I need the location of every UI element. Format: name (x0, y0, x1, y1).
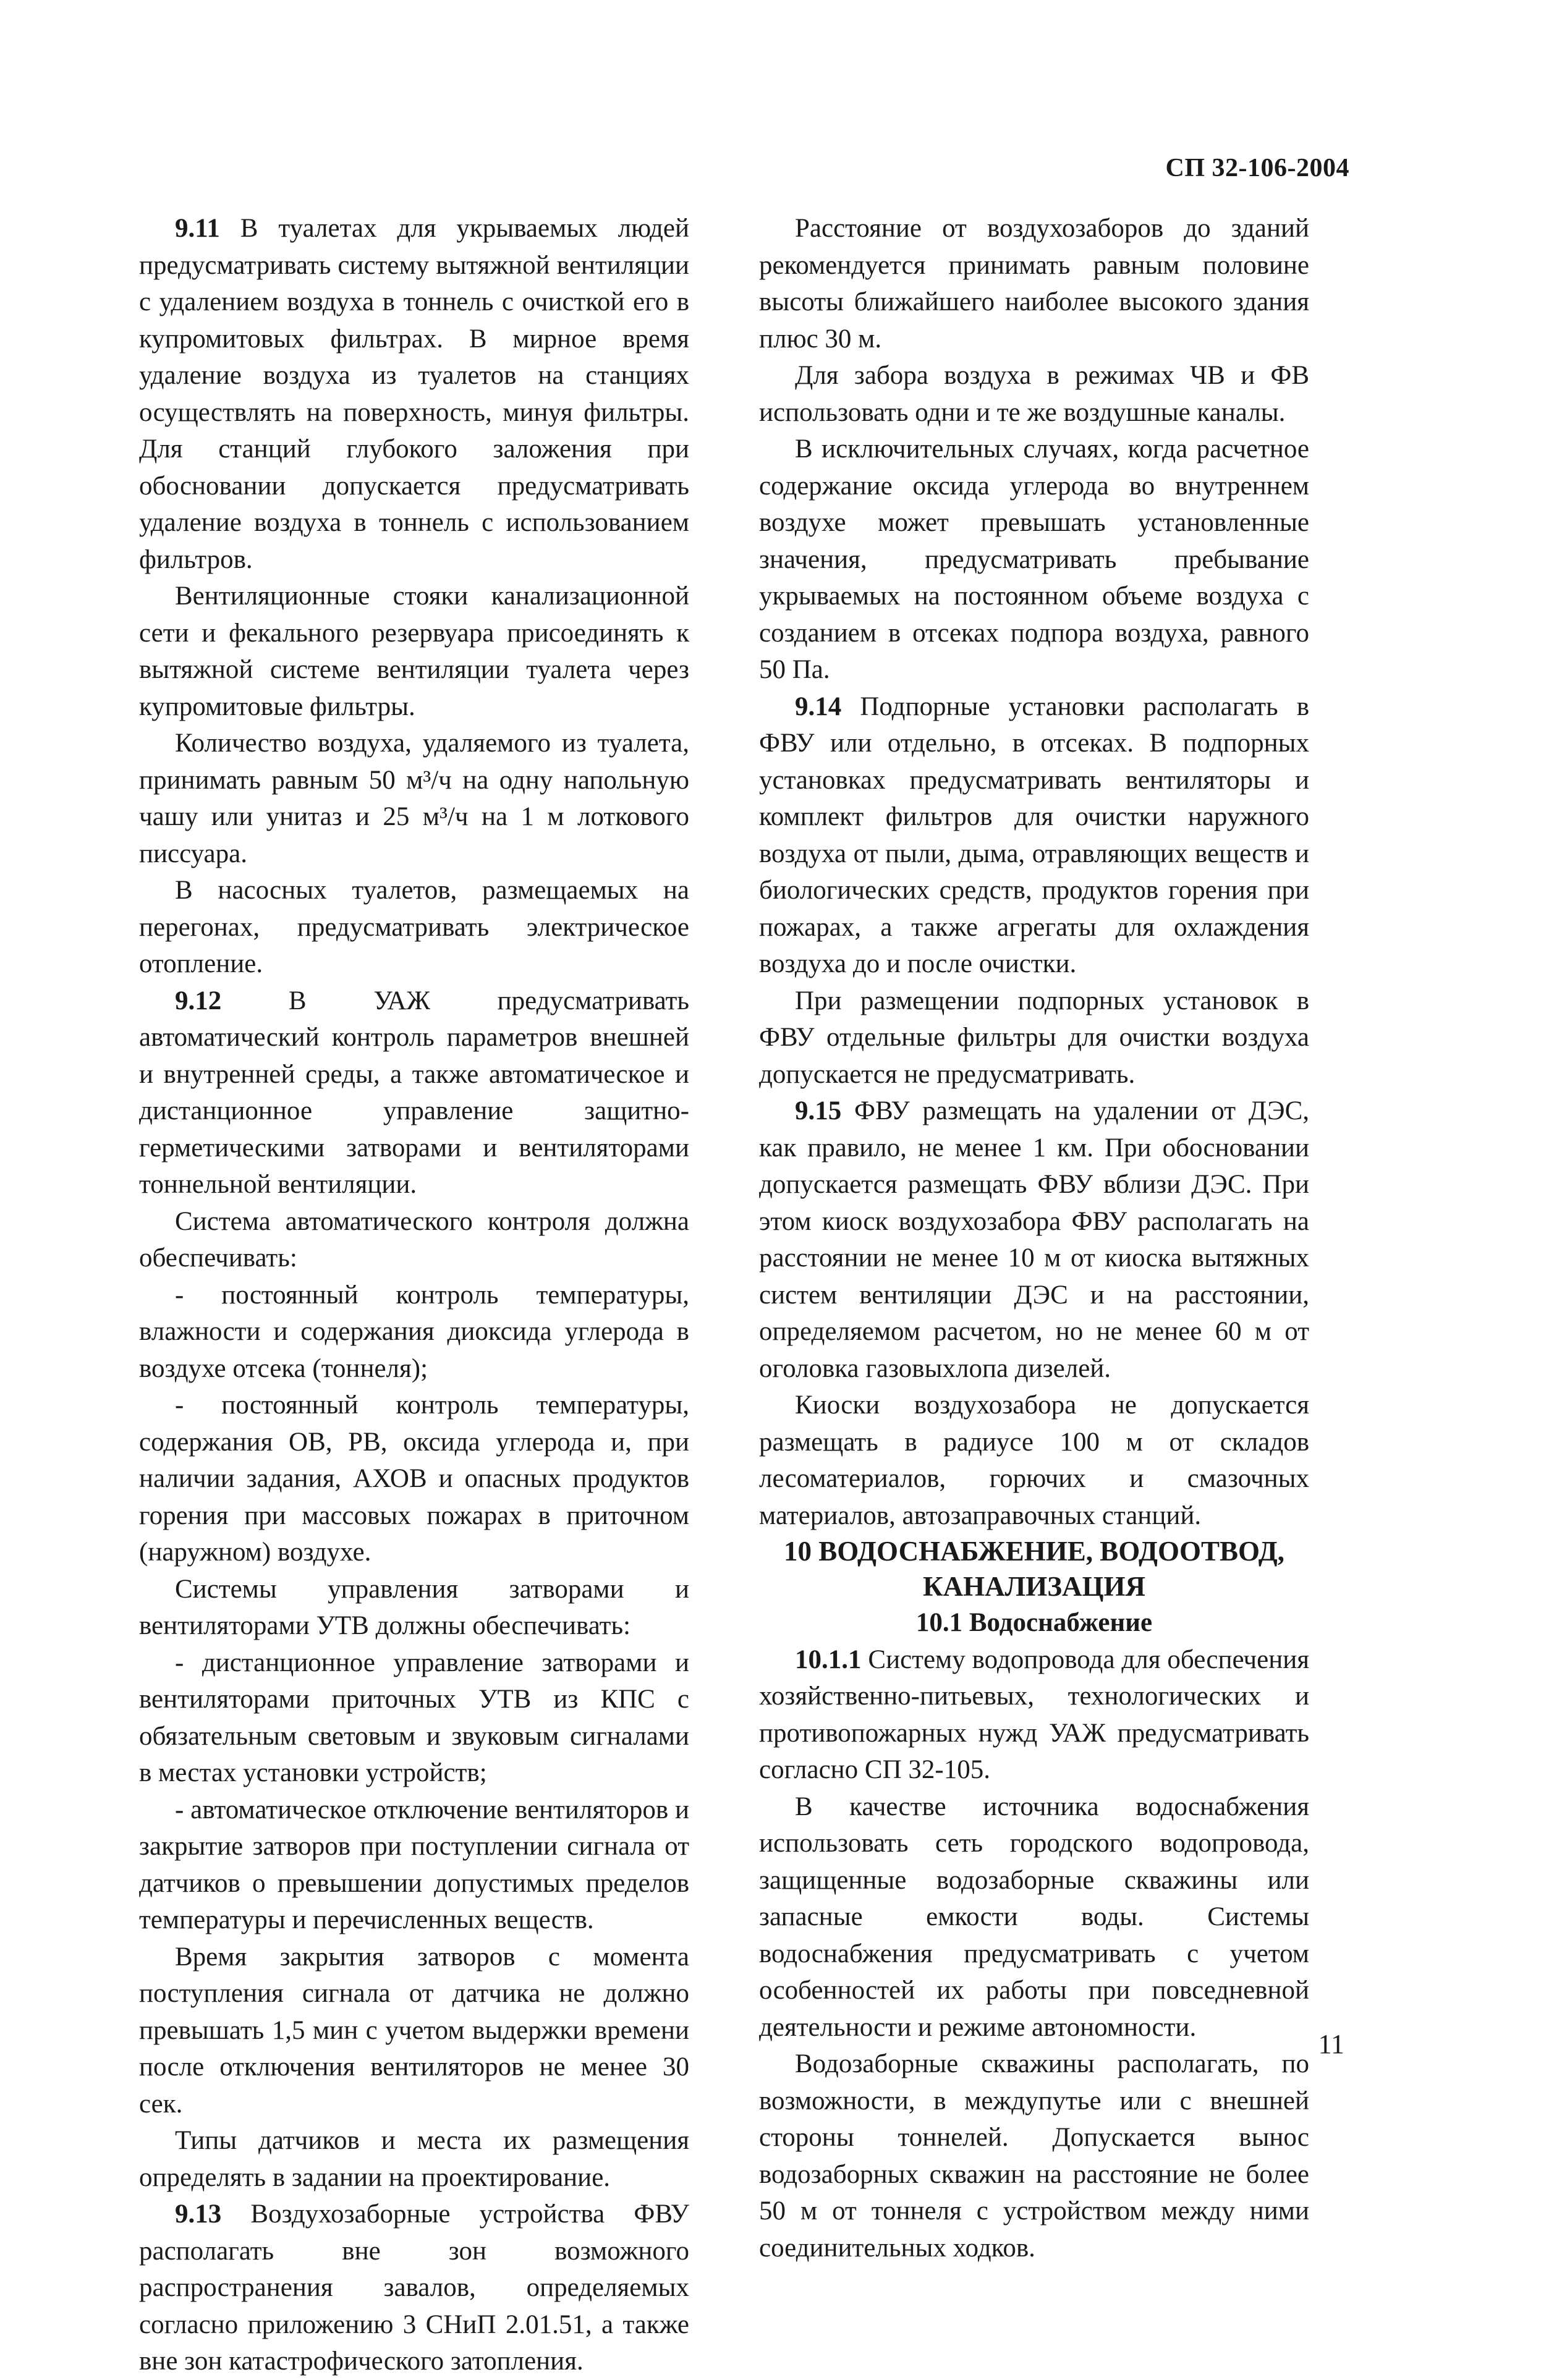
section-title-line-1: 10 ВОДОСНАБЖЕНИЕ, ВОДООТВОД, (784, 1536, 1284, 1567)
paragraph: Системы управления затворами и вентиляторами УТВ должны обеспечивать: (139, 1574, 689, 1640)
paragraph-text: В УАЖ предусматривать автоматический контроль параметров внешней и внутренней среды, а также автоматическое и дистанционное управление защитно-герметическими затворами и вентиляторами тоннельной вентиляции. (139, 986, 689, 1199)
paragraph: Водозаборные скважины располагать, по возможности, в междупутье или с внешней стороны тоннелей. Допускается вынос водозаборных скважин на расстояние не более 50 м от тоннеля с устройством между ними соединительных ходков. (759, 2049, 1309, 2263)
paragraph-text: Подпорные установки располагать в ФВУ или отдельно, в отсеках. В подпорных установках предусматривать вентиляторы и комплект фильтров для очистки наружного воздуха от пыли, дыма, отравляющих веществ и биологических средств, продуктов горения при пожарах, а также агрегаты для охлаждения воздуха до и после очистки. (759, 692, 1309, 978)
paragraph-9-14 (759, 688, 1309, 983)
paragraph: Киоски воздухозабора не допускается размещать в радиусе 100 м от складов лесоматериалов, горючих и смазочных материалов, автозаправочных станций. (759, 1391, 1309, 1530)
document-code-header: СП 32-106-2004 (1165, 154, 1349, 182)
section-title (759, 1534, 1309, 1604)
section-title-line-2: КАНАЛИЗАЦИЯ (923, 1571, 1145, 1602)
paragraph-9-11 (139, 210, 689, 578)
paragraph-9-15 (759, 1093, 1309, 1387)
clause-number: 9.14 (795, 692, 842, 721)
clause-number: 9.15 (795, 1096, 842, 1125)
paragraph: Для забора воздуха в режимах ЧВ и ФВ использовать одни и те же воздушные каналы. (759, 361, 1309, 427)
left-column (139, 210, 689, 2380)
paragraph-10-1-1 (759, 1641, 1309, 1789)
paragraph-text: Воздухозаборные устройства ФВУ располагать вне зон возможного распространения завалов, определяемых согласно приложению 3 СНиП 2.01.51, а также вне зон катастрофического затопления. (139, 2200, 689, 2376)
page-number: 11 (1318, 2029, 1344, 2059)
clause-number: 9.13 (175, 2200, 222, 2229)
paragraph: Расстояние от воздухозаборов до зданий рекомендуется принимать равным половине высоты ближайшего наиболее высокого здания плюс 30 м. (759, 214, 1309, 354)
list-item: - постоянный контроль температуры, содержания ОВ, РВ, оксида углерода и, при наличии задания, АХОВ и опасных продуктов горения при массовых пожарах в приточном (наружном) воздухе. (139, 1391, 689, 1567)
paragraph: В насосных туалетов, размещаемых на перегонах, предусматривать электрическое отопление. (139, 876, 689, 978)
paragraph: Количество воздуха, удаляемого из туалета, принимать равным 50 м³/ч на одну напольную чашу или унитаз и 25 м³/ч на 1 м лоткового писсуара. (139, 729, 689, 868)
clause-number: 9.12 (175, 986, 222, 1015)
paragraph-text: В туалетах для укрываемых людей предусматривать систему вытяжной вентиляции с удалением воздуха в тоннель с очисткой его в купромитовых фильтрах. В мирное время удаление воздуха из туалетов на станциях осуществлять на поверхность, минуя фильтры. Для станций глубокого заложения при обосновании допускается предусматривать удаление воздуха в тоннель с использованием фильтров. (139, 214, 689, 574)
paragraph-text: Систему водопровода для обеспечения хозяйственно-питьевых, технологических и противопожарных нужд УАЖ предусматривать согласно СП 32-105. (759, 1645, 1309, 1784)
list-item: - дистанционное управление затворами и вентиляторами приточных УТВ из КПС с обязательным световым и звуковым сигналами в местах установки устройств; (139, 1648, 689, 1787)
list-item: - автоматическое отключение вентиляторов и закрытие затворов при поступлении сигнала от датчиков о превышении допустимых пределов температуры и перечисленных веществ. (139, 1795, 689, 1934)
paragraph: В качестве источника водоснабжения использовать сеть городского водопровода, защищенные водозаборные скважины или запасные емкости воды. Системы водоснабжения предусматривать с учетом особенностей их работы при повседневной деятельности и режиме автономности. (759, 1792, 1309, 2042)
paragraph: Вентиляционные стояки канализационной сети и фекального резервуара присоединять к вытяжной системе вентиляции туалета через купромитовые фильтры. (139, 582, 689, 721)
paragraph-9-13 (139, 2196, 689, 2380)
paragraph: В исключительных случаях, когда расчетное содержание оксида углерода во внутреннем воздухе может превышать установленные значения, предусматривать пребывание укрываемых на постоянном объеме воздуха с созданием в отсеках подпора воздуха, равного 50 Па. (759, 434, 1309, 684)
paragraph: Типы датчиков и места их размещения определять в задании на проектирование. (139, 2126, 689, 2192)
paragraph-9-12 (139, 983, 689, 1203)
clause-number: 10.1.1 (795, 1645, 862, 1674)
paragraph-text: ФВУ размещать на удалении от ДЭС, как правило, не менее 1 км. При обосновании допускается размещать ФВУ вблизи ДЭС. При этом киоск воздухозабора ФВУ располагать на расстоянии не менее 10 м от киоска вытяжных систем вентиляции ДЭС и на расстоянии, определяемом расчетом, но не менее 60 м от оголовка газовыхлопа дизелей. (759, 1096, 1309, 1383)
paragraph: Система автоматического контроля должна обеспечивать: (139, 1206, 689, 1273)
paragraph: Время закрытия затворов с момента поступления сигнала от датчика не должно превышать 1,5 мин с учетом выдержки времени после отключения вентиляторов не менее 30 сек. (139, 1942, 689, 2119)
clause-number: 9.11 (175, 214, 220, 243)
paragraph: При размещении подпорных установок в ФВУ отдельные фильтры для очистки воздуха допускается не предусматривать. (759, 986, 1309, 1089)
right-column (759, 210, 1309, 2266)
list-item: - постоянный контроль температуры, влажности и содержания диоксида углерода в воздухе отсека (тоннеля); (139, 1280, 689, 1383)
subsection-title: 10.1 Водоснабжение (915, 1608, 1153, 1637)
